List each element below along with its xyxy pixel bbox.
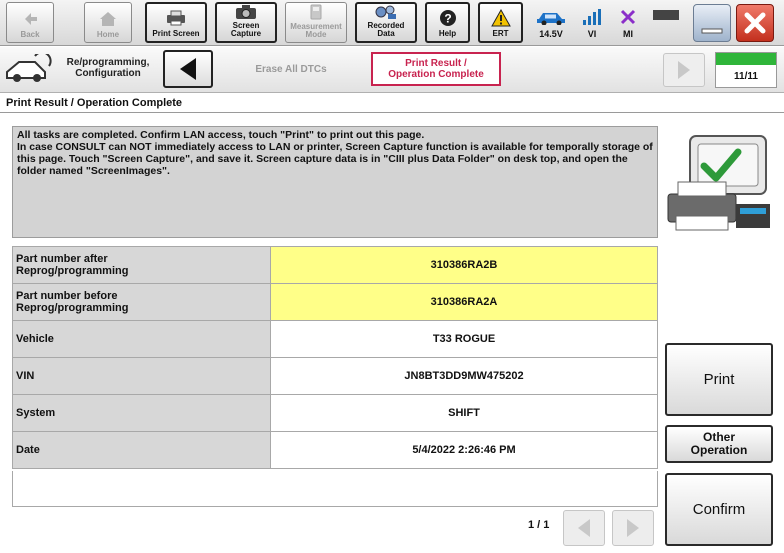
minimize-button[interactable] bbox=[693, 4, 731, 42]
table-row bbox=[13, 247, 658, 284]
nav-forward-button[interactable] bbox=[663, 53, 705, 87]
row-label: Part number before Reprog/programming bbox=[13, 284, 271, 321]
close-button[interactable] bbox=[736, 4, 774, 42]
nav-back-button[interactable] bbox=[163, 50, 213, 88]
measurement-icon bbox=[308, 3, 324, 21]
table-row bbox=[13, 395, 658, 432]
back-button[interactable] bbox=[6, 2, 54, 43]
progress-text: 11/11 bbox=[734, 71, 758, 82]
table-row bbox=[13, 432, 658, 469]
signal-icon bbox=[581, 7, 603, 27]
close-icon bbox=[737, 5, 773, 41]
row-value: JN8BT3DD9MW475202 bbox=[271, 358, 658, 395]
home-icon bbox=[99, 9, 117, 29]
table-row bbox=[13, 358, 658, 395]
toolbar bbox=[0, 0, 784, 46]
right-arrow-icon bbox=[675, 59, 693, 81]
measurement-mode-button[interactable] bbox=[285, 2, 347, 43]
measurement-mode-label: Measurement Mode bbox=[290, 22, 342, 39]
vi-label: VI bbox=[587, 29, 597, 39]
table-row bbox=[13, 321, 658, 358]
printer-complete-illustration bbox=[664, 126, 776, 238]
recorded-data-label: Recorded Data bbox=[367, 21, 405, 38]
reprogramming-icon bbox=[5, 54, 53, 91]
vi-status bbox=[577, 3, 607, 43]
help-label: Help bbox=[438, 29, 457, 38]
step-progress bbox=[715, 52, 777, 88]
instruction-message: All tasks are completed. Confirm LAN access, touch "Print" to print out this page. In case CONSULT can NOT immediately access to LAN or printer, Screen Capture function is available for temporally storage of this page. Touch "Screen Capture", and save it. Screen capture data is in "CIII plus Data Folder" on desk top, and open the folder named "ScreenImages". bbox=[12, 126, 658, 238]
car-icon bbox=[535, 7, 567, 27]
step-erase-all-dtcs: Erase All DTCs bbox=[255, 63, 327, 75]
mi-label: MI bbox=[623, 29, 633, 39]
svg-text:?: ? bbox=[443, 11, 452, 26]
page-title: Print Result / Operation Complete bbox=[6, 97, 183, 109]
page-next-button[interactable] bbox=[612, 510, 654, 546]
ert-label: ERT bbox=[492, 29, 509, 38]
row-value: 310386RA2B bbox=[271, 247, 658, 284]
divider bbox=[0, 112, 784, 113]
mi-status bbox=[613, 3, 643, 43]
nav-title: Re/programming, Configuration bbox=[66, 57, 150, 79]
row-label: VIN bbox=[13, 358, 271, 395]
help-icon bbox=[439, 8, 457, 28]
other-operation-button[interactable]: Other Operation bbox=[665, 425, 773, 463]
voltage-label: 14.5V bbox=[539, 29, 563, 39]
battery-voltage-status bbox=[530, 3, 572, 43]
help-button[interactable] bbox=[425, 2, 470, 43]
print-button[interactable]: Print bbox=[665, 343, 773, 416]
left-arrow-icon bbox=[575, 517, 593, 539]
x-mark-icon bbox=[619, 7, 637, 27]
screen-capture-label: Screen Capture bbox=[230, 21, 262, 38]
table-row bbox=[13, 284, 658, 321]
print-screen-label: Print Screen bbox=[152, 29, 200, 38]
page-indicator: 1 / 1 bbox=[528, 519, 550, 531]
page-prev-button[interactable] bbox=[563, 510, 605, 546]
row-value: SHIFT bbox=[271, 395, 658, 432]
confirm-button[interactable]: Confirm bbox=[665, 473, 773, 546]
row-label: Date bbox=[13, 432, 271, 469]
progress-fill bbox=[716, 53, 776, 65]
row-label: System bbox=[13, 395, 271, 432]
row-label: Part number after Reprog/programming bbox=[13, 247, 271, 284]
right-arrow-icon bbox=[624, 517, 642, 539]
camera-icon bbox=[235, 4, 257, 20]
row-value: 310386RA2A bbox=[271, 284, 658, 321]
table-empty-area bbox=[12, 471, 658, 507]
ert-button[interactable] bbox=[478, 2, 523, 43]
back-arrow-icon bbox=[22, 9, 38, 29]
nav-bar bbox=[0, 47, 784, 93]
recorded-data-button[interactable] bbox=[355, 2, 417, 43]
home-label: Home bbox=[96, 30, 120, 39]
row-value: 5/4/2022 2:26:46 PM bbox=[271, 432, 658, 469]
device-status bbox=[649, 3, 683, 43]
warning-icon bbox=[491, 8, 511, 28]
device-icon bbox=[652, 5, 680, 25]
recorded-data-icon bbox=[374, 4, 398, 20]
home-button[interactable] bbox=[84, 2, 132, 43]
minimize-icon bbox=[694, 5, 730, 41]
print-screen-button[interactable] bbox=[145, 2, 207, 43]
step-current: Print Result / Operation Complete bbox=[371, 52, 501, 86]
printer-icon bbox=[165, 8, 187, 28]
row-value: T33 ROGUE bbox=[271, 321, 658, 358]
row-label: Vehicle bbox=[13, 321, 271, 358]
screen-capture-button[interactable] bbox=[215, 2, 277, 43]
result-table bbox=[12, 246, 658, 469]
left-arrow-icon bbox=[176, 56, 200, 82]
back-label: Back bbox=[20, 30, 40, 39]
